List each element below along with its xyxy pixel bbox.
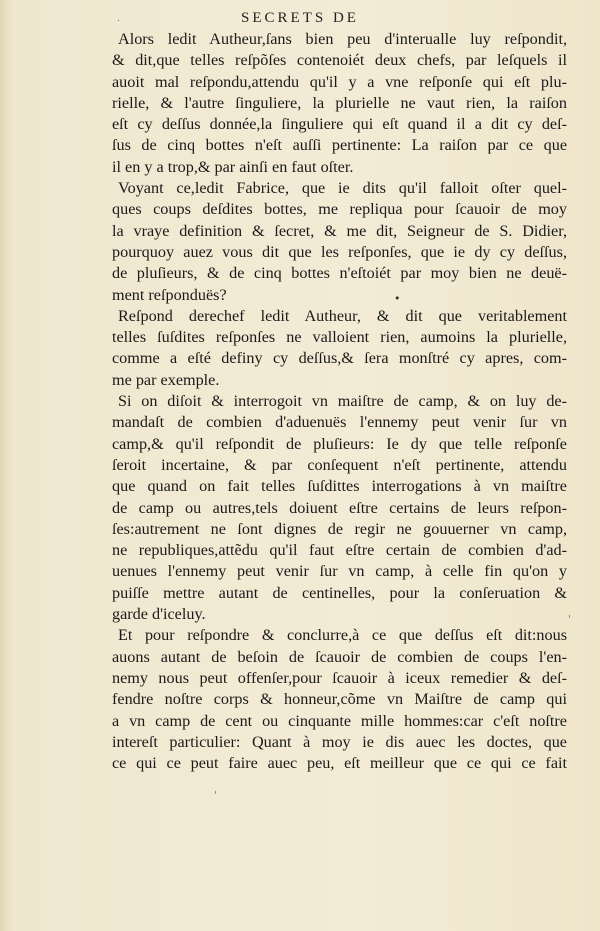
paragraph [112, 29, 567, 178]
text-line: fendre noſtre corps & honneur,cõme vn Maiſtre de camp qui [112, 690, 567, 709]
text-line: nemy nous peut offenſer,pour ſcauoir à iceux remedier & deſ- [112, 668, 567, 687]
text-line: uenues l'ennemy peut venir ſur vn camp, à celle fin qu'on y [112, 562, 567, 581]
ink-speck: ' [568, 614, 571, 625]
text-line: comme a eſté definy cy deſſus,& ſera monſtré cy apres, com- [112, 349, 567, 368]
text-line: Reſpond derechef ledit Autheur, & dit que veritablement [118, 306, 567, 325]
paragraph [112, 625, 567, 774]
text-line: eſt cy deſſus donnée,la ſinguliere qui eſt quand il a dit cy deſ- [112, 115, 567, 134]
text-line: puiſſe mettre autant de centinelles, pour la conſeruation & [112, 583, 567, 602]
text-line: que quand on fait telles ſuſdittes interrogations à vn maiſtre [112, 477, 567, 496]
text-line: ſes:autrement ne ſont dignes de regir ne gouuerner vn camp, [112, 519, 567, 538]
text-line: telles ſuſdites reſponſes ne valloient rien, aumoins la plurielle, [112, 328, 567, 347]
text-line: de pluſieurs, & de cinq bottes n'eſtoiét par moy bien ne deuë- [112, 264, 567, 283]
text-line: ment reſponduës? [112, 285, 227, 304]
text-line: ce qui ce peut faire auec peu, eſt meilleur que ce qui ce fait [112, 754, 567, 773]
paragraph [112, 306, 567, 391]
paragraph [112, 178, 567, 306]
ink-speck: ' [214, 790, 217, 801]
text-line: ſus de cinq bottes n'eſt auſſi pertinente: La raiſon par ce que [112, 136, 567, 155]
text-line: de camp ou autres,tels doiuent eſtre certains de leurs reſpon- [112, 498, 567, 517]
text-line: pourquoy auez vous dit que les reſponſes, que ie dy cy deſſus, [112, 242, 567, 261]
text-line: camp,& qu'il reſpondit de pluſieurs: Ie dy que telle reſponſe [112, 434, 567, 453]
text-line: me par exemple. [112, 370, 220, 389]
text-line: auons autant de beſoin de ſcauoir de combien de coups l'en- [112, 647, 567, 666]
text-line: ne republiques,attẽdu qu'il faut eſtre certain de combien d'ad- [112, 541, 567, 560]
text-line: intereſt particulier: Quant à moy ie dis auec les doctes, que [112, 732, 567, 751]
text-line: garde d'iceluy. [112, 605, 206, 624]
text-line: auoit mal reſpondu,attendu qu'il y a vne reſponſe qui eſt plu- [112, 72, 567, 91]
text-line: ſeroit incertaine, & par conſequent n'eſt pertinente, attendu [112, 455, 567, 474]
text-line: a vn camp de cent ou cinquante mille hommes:car c'eſt noſtre [112, 711, 567, 730]
paragraph [112, 391, 567, 625]
running-header: SECRETS DE [241, 10, 359, 26]
text-line: Voyant ce,ledit Fabrice, que ie dits qu'il falloit oſter quel- [118, 179, 567, 198]
text-line: Si on diſoit & interrogoit vn maiſtre de camp, & on luy de- [118, 392, 567, 411]
ink-speck: • [394, 292, 401, 305]
text-line: Alors ledit Autheur,ſans bien peu d'interualle luy reſpondit, [118, 30, 567, 48]
main-text [112, 29, 567, 774]
text-line: ques coups deſdites bottes, me repliqua pour ſcauoir de moy [112, 200, 567, 219]
text-line: rielle, & l'autre ſinguliere, la plurielle ne vaut rien, la raiſon [112, 93, 567, 112]
ink-speck: · [117, 16, 121, 27]
text-line: Et pour reſpondre & conclurre,à ce que deſſus eſt dit:nous [118, 626, 567, 645]
text-line: & dit,que telles reſpõſes contenoiét deux chefs, par leſquels il [112, 51, 567, 70]
text-line: la vraye definition & ſecret, & me dit, Seigneur de S. Didier, [112, 221, 567, 240]
text-line: mandaſt de combien d'aduenuës l'ennemy peut venir ſur vn [112, 413, 567, 432]
text-line: il en y a trop,& par ainſi en faut oſter. [112, 157, 354, 176]
